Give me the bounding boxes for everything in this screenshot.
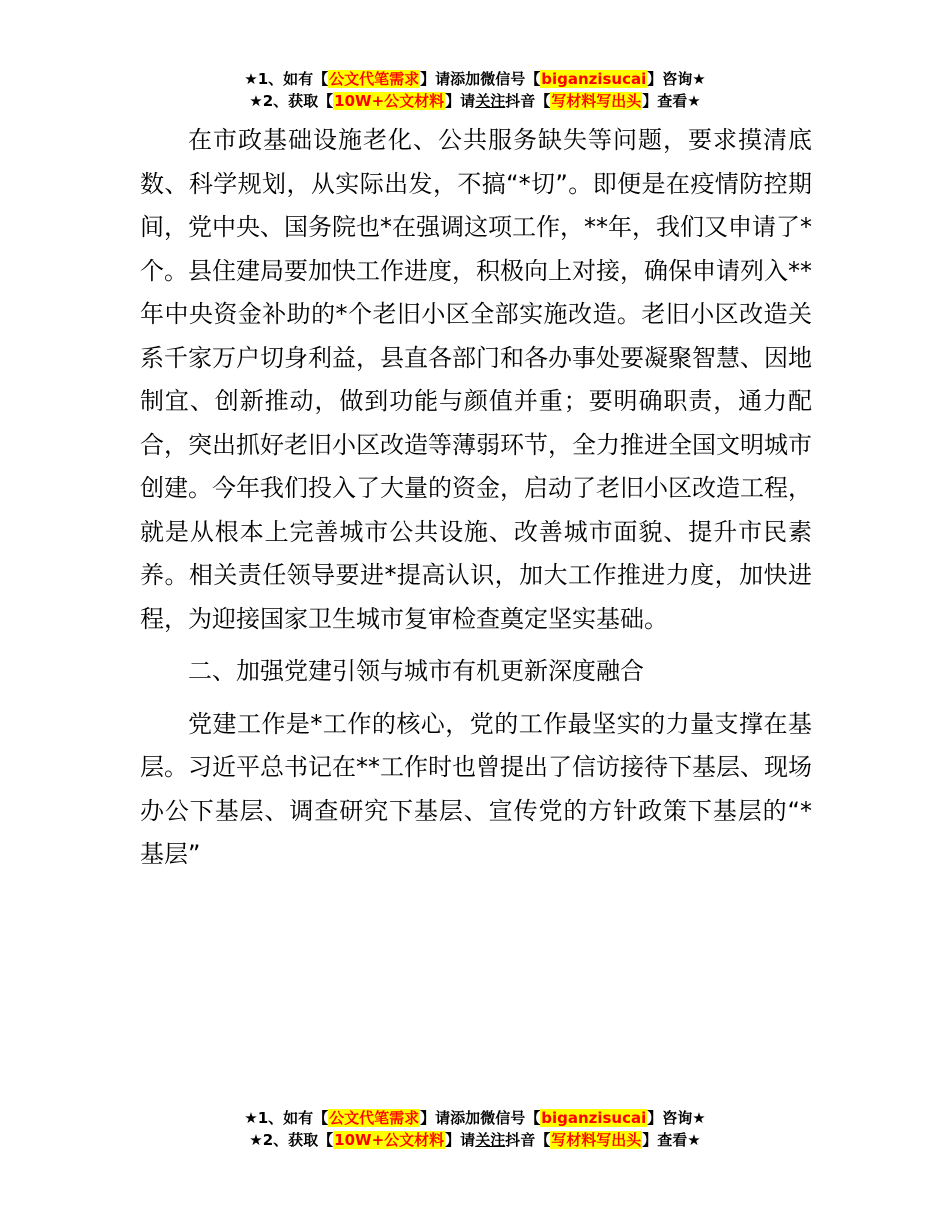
banner-text: 】咨询: [647, 1109, 693, 1127]
banner-text: 微信号【: [480, 70, 541, 88]
star-icon: ★: [249, 1131, 263, 1149]
star-icon: ★: [687, 1131, 701, 1149]
banner-text: 】查看: [642, 92, 688, 110]
star-icon: ★: [244, 1109, 258, 1127]
footer-banner: [0, 1107, 950, 1151]
banner-emphasis: 添加: [450, 70, 481, 88]
banner-highlight-douyin: 写材料写出头: [551, 92, 642, 110]
banner-line-1: [0, 68, 950, 90]
document-body: [140, 119, 812, 877]
header-banner: [0, 68, 950, 112]
star-icon: ★: [244, 70, 258, 88]
banner-highlight: 10W+公文材料: [334, 1131, 445, 1149]
body-paragraph: 党建工作是*工作的核心，党的工作最坚实的力量支撑在基层。习近平总书记在**工作时也曾提出了信访接待下基层、现场办公下基层、调查研究下基层、宣传党的方针政策下基层的“*基层”: [140, 709, 812, 868]
banner-highlight: 公文代笔需求: [329, 70, 420, 88]
star-icon: ★: [687, 92, 701, 110]
banner-text: 】查看: [642, 1131, 688, 1149]
banner-text: 微信号【: [480, 1109, 541, 1127]
banner-line-2: [0, 90, 950, 112]
banner-line-1: [0, 1107, 950, 1129]
banner-text: 】请: [445, 1131, 476, 1149]
banner-highlight: 公文代笔需求: [329, 1109, 420, 1127]
banner-emphasis: 关注: [475, 92, 506, 110]
banner-text: 抖音【: [505, 1131, 551, 1149]
banner-emphasis: 关注: [475, 1131, 506, 1149]
banner-text: 】请: [420, 70, 451, 88]
banner-highlight: 10W+公文材料: [334, 92, 445, 110]
star-icon: ★: [692, 1109, 706, 1127]
star-icon: ★: [692, 70, 706, 88]
banner-line-2: [0, 1129, 950, 1151]
banner-highlight-wechat-id: biganzisucai: [541, 70, 647, 88]
banner-text: 】咨询: [647, 70, 693, 88]
star-icon: ★: [249, 92, 263, 110]
banner-text: 抖音【: [505, 92, 551, 110]
banner-text: 】请: [420, 1109, 451, 1127]
body-paragraph: 在市政基础设施老化、公共服务缺失等问题，要求摸清底数、科学规划，从实际出发，不搞“*切”。即便是在疫情防控期间，党中央、国务院也*在强调这项工作，**年，我们又申请了*个。县住建局要加快工作进度，积极向上对接，确保申请列入**年中央资金补助的*个老旧小区全部实施改造。老旧小区改造关系千家万户切身利益，县直各部门和各办事处要凝聚智慧、因地制宜、创新推动，做到功能与颜值并重；要明确职责，通力配合，突出抓好老旧小区改造等薄弱环节，全力推进全国文明城市创建。今年我们投入了大量的资金，启动了老旧小区改造工程，就是从根本上完善城市公共设施、改善城市面貌、提升市民素养。相关责任领导要进*提高认识，加大工作推进力度，加快进程，为迎接国家卫生城市复审检查奠定坚实基础。: [140, 126, 812, 633]
banner-highlight-wechat-id: biganzisucai: [541, 1109, 647, 1127]
section-heading: 二、加强党建引领与城市有机更新深度融合: [188, 657, 644, 685]
banner-highlight-douyin: 写材料写出头: [551, 1131, 642, 1149]
banner-text: 1、如有【: [257, 70, 329, 88]
banner-text: 2、获取【: [262, 1131, 334, 1149]
banner-text: 】请: [445, 92, 476, 110]
banner-emphasis: 添加: [450, 1109, 481, 1127]
banner-text: 1、如有【: [257, 1109, 329, 1127]
banner-text: 2、获取【: [262, 92, 334, 110]
